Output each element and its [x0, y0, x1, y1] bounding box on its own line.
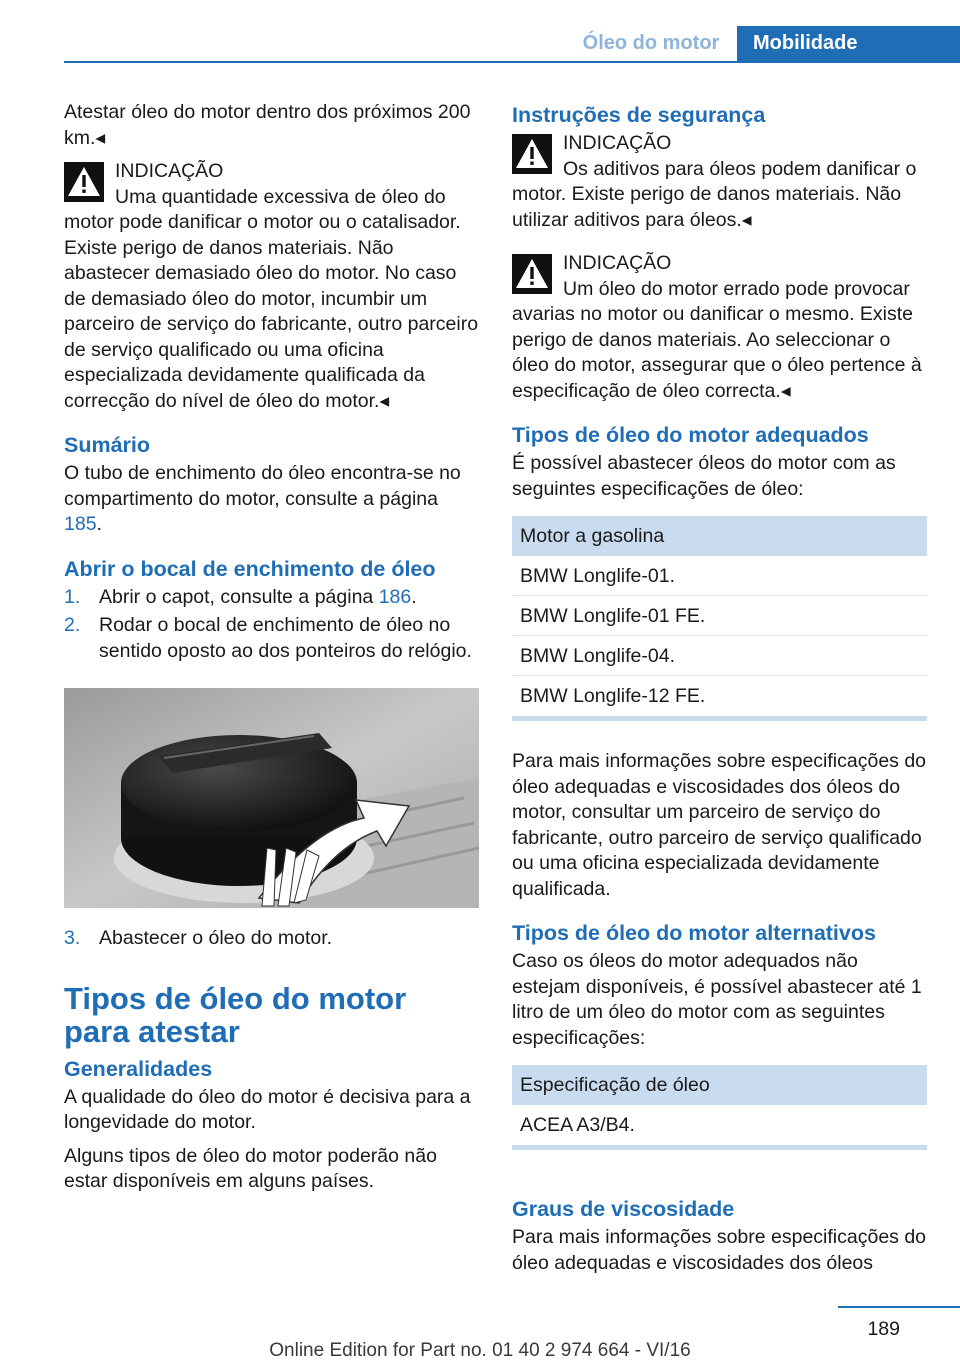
list-item	[64, 926, 479, 952]
sumario-text-a: O tubo de enchimento do óleo encontra-se no compartimento do motor, consulte a página	[64, 462, 461, 510]
alternativos-text: Caso os óleos do motor adequados não estejam disponíveis, é possível abastecer até 1 litro de um óleo do motor com as seguintes especificações:	[512, 950, 922, 1049]
steps-list-continued	[64, 926, 479, 952]
heading-sumario: Sumário	[64, 433, 151, 457]
step-text: Rodar o bocal de enchimento de óleo no sentido oposto ao dos ponteiros do relógio.	[99, 614, 472, 662]
header-chapter-tab: Mobilidade	[737, 26, 960, 61]
page-link-186[interactable]: 186	[378, 585, 412, 608]
heading-graus: Graus de viscosidade	[512, 1197, 735, 1221]
adequados-text: É possível abastecer óleos do motor com as seguintes especificações de óleo:	[512, 452, 896, 500]
notice-text: motor pode danificar o motor ou o catalisador. Existe perigo de danos materiais. Não abastecer demasiado óleo do motor. No caso de demasiado óleo do motor, incumbir um parceiro de serviço do fabricante, outro parceiro de serviço qualificado ou uma oficina especializada devidamente qualificada da correcção do nível de óleo do motor.◂	[64, 211, 479, 412]
table-row: BMW Longlife-12 FE.	[520, 685, 706, 707]
spec-table-gasoline	[512, 516, 927, 721]
table-row: BMW Longlife-01.	[512, 556, 927, 596]
steps-list	[64, 585, 479, 665]
notice-title: INDICAÇÃO	[563, 252, 672, 274]
list-item	[64, 585, 479, 611]
step-number: 2.	[64, 614, 81, 636]
heading-seguranca: Instruções de segurança	[512, 103, 766, 127]
header-rule	[64, 61, 960, 63]
graus-text: Para mais informações sobre especificações do óleo adequadas e viscosidades dos óleos	[512, 1226, 927, 1274]
heading-adequados: Tipos de óleo do motor adequados	[512, 423, 869, 447]
list-item	[64, 613, 479, 664]
step-text: Abastecer o óleo do motor.	[99, 927, 333, 949]
sumario-text	[64, 461, 479, 538]
table-header: Especificação de óleo	[512, 1065, 927, 1105]
heading-tipos-atestar: Tipos de óleo do motor para atestar	[64, 980, 407, 1049]
intro-text: Atestar óleo do motor dentro dos próximos 200 km.◂	[64, 101, 471, 149]
footer-rule	[838, 1306, 960, 1308]
table-row: BMW Longlife-01 FE.	[512, 596, 927, 636]
heading-alternativos: Tipos de óleo do motor alternativos	[512, 921, 876, 945]
left-column	[64, 100, 479, 1203]
spec-table-alternative	[512, 1065, 927, 1150]
page-number: 189	[867, 1318, 900, 1340]
notice-additives	[512, 131, 927, 233]
table-row: BMW Longlife-04.	[512, 636, 927, 676]
header-section-title: Óleo do motor	[582, 32, 720, 54]
adequados-after-text: Para mais informações sobre especificações do óleo adequadas e viscosidades dos óleos do motor, consultar um parceiro de serviço do fabricante, outro parceiro de serviço qualificado ou uma oficina especializada devidamente qualificada.	[512, 750, 927, 900]
notice-wrong-oil	[512, 251, 927, 404]
heading-generalidades: Generalidades	[64, 1056, 213, 1081]
notice-text: avarias no motor ou danificar o mesmo. Existe perigo de danos materiais. Ao seleccionar o óleo do motor, assegurar que o óleo pertence à especificação de óleo correcta.◂	[512, 303, 922, 402]
step-text: Abrir o capot, consulte a página	[99, 585, 379, 608]
notice-title: INDICAÇÃO	[563, 132, 672, 154]
step-number: 1.	[64, 585, 81, 608]
footer-edition: Online Edition for Part no. 01 40 2 974 664 - VI/16	[269, 1340, 691, 1361]
notice-first-line: Um óleo do motor errado pode provocar	[563, 277, 910, 300]
notice-overfill	[64, 159, 479, 414]
oil-cap-photo	[64, 688, 479, 908]
generalidades-text-2: Alguns tipos de óleo do motor poderão não estar disponíveis em alguns países.	[64, 1144, 437, 1192]
warning-icon	[64, 162, 104, 202]
table-header: Motor a gasolina	[512, 516, 927, 556]
step-number: 3.	[64, 927, 81, 949]
notice-first-line: Uma quantidade excessiva de óleo do	[115, 185, 446, 208]
notice-title: INDICAÇÃO	[115, 160, 224, 182]
notice-first-line: Os aditivos para óleos podem danificar o	[563, 157, 917, 180]
page-link-185[interactable]: 185	[64, 513, 97, 535]
warning-icon	[512, 134, 552, 174]
generalidades-text-1: A qualidade do óleo do motor é decisiva para a longevidade do motor.	[64, 1085, 471, 1133]
step-tail: .	[411, 585, 417, 608]
table-row: ACEA A3/B4.	[520, 1114, 635, 1136]
right-column	[512, 100, 927, 1284]
notice-text: motor. Existe perigo de danos materiais. Não utilizar aditivos para óleos.◂	[512, 183, 902, 231]
sumario-text-b: .	[96, 513, 102, 535]
warning-icon	[512, 254, 552, 294]
heading-abrir: Abrir o bocal de enchimento de óleo	[64, 556, 436, 581]
